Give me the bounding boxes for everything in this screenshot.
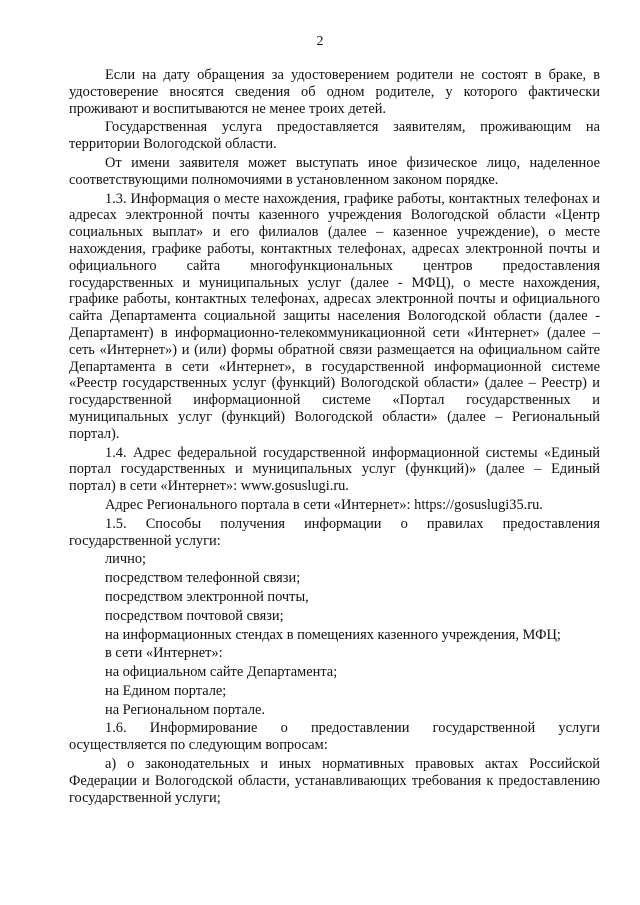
list-item: на официальном сайте Департамента; [105, 664, 338, 681]
paragraph-1-6: 1.6. Информирование о предоставлении государственной услуги осуществляется по следующим вопросам: [69, 720, 600, 754]
list-item: на информационных стендах в помещениях казенного учреждения, МФЦ; [105, 626, 561, 643]
paragraph-marital-status: Если на дату обращения за удостоверением родители не состоят в браке, в удостоверение вносятся сведения об одном родителе, у которого фактически проживают и воспитываются не менее троих детей. [69, 67, 600, 117]
paragraph-applicants: Государственная услуга предоставляется заявителям, проживающим на территории Вологодской области. [69, 119, 600, 153]
paragraph-regional-portal: Адрес Регионального портала в сети «Интернет»: https://gosuslugi35.ru. [105, 496, 543, 513]
list-item: лично; [105, 551, 147, 568]
list-item: посредством телефонной связи; [105, 570, 301, 587]
list-item: посредством почтовой связи; [105, 607, 284, 624]
list-item: на Едином портале; [105, 682, 227, 699]
paragraph-1-6-a: а) о законодательных и иных нормативных правовых актах Российской Федерации и Вологодской области, устанавливающих требования к предоставлению государственной услуги; [69, 756, 600, 806]
page-number: 2 [316, 34, 324, 49]
paragraph-1-4: 1.4. Адрес федеральной государственной информационной системы «Единый портал государственных и муниципальных услуг (функций)» (далее – Единый портал) в сети «Интернет»: www.gosuslugi.ru. [69, 444, 600, 495]
paragraph-1-3: 1.3. Информация о месте нахождения, графике работы, контактных телефонах и адресах электронной почты казенного учреждения Вологодской области «Центр социальных выплат» и его филиалов (далее – казенное учреждение), о месте нахождения, графике работы, контактных телефонах, адресах электронной почты и официального сайта многофункциональных центров предоставления государственных и муниципальных услуг (далее - МФЦ), о месте нахождения, графике работы, контактных телефонах, адресах электронной почты и официального сайта Департамента социальной защиты населения Вологодской области (далее - Департамент) в информационно-телекоммуникационной сети «Интернет» (далее – сеть «Интернет») и (или) формы обратной связи размещается на официальном сайте Департамента в сети «Интернет», в государственной информационной системе «Реестр государственных услуг (функций) Вологодской области» (далее – Реестр) и государственной информационной системе «Портал государственных и муниципальных услуг (функций) Вологодской области» (далее – Региональный портал). [69, 190, 600, 442]
list-item: на Региональном портале. [105, 701, 266, 718]
document-body [69, 67, 600, 806]
paragraph-representative: От имени заявителя может выступать иное физическое лицо, наделенное соответствующими полномочиями в установленном законом порядке. [69, 154, 600, 188]
list-item: в сети «Интернет»: [105, 645, 223, 662]
list-item: посредством электронной почты, [105, 588, 309, 605]
paragraph-1-5: 1.5. Способы получения информации о правилах предоставления государственной услуги: [69, 515, 600, 549]
